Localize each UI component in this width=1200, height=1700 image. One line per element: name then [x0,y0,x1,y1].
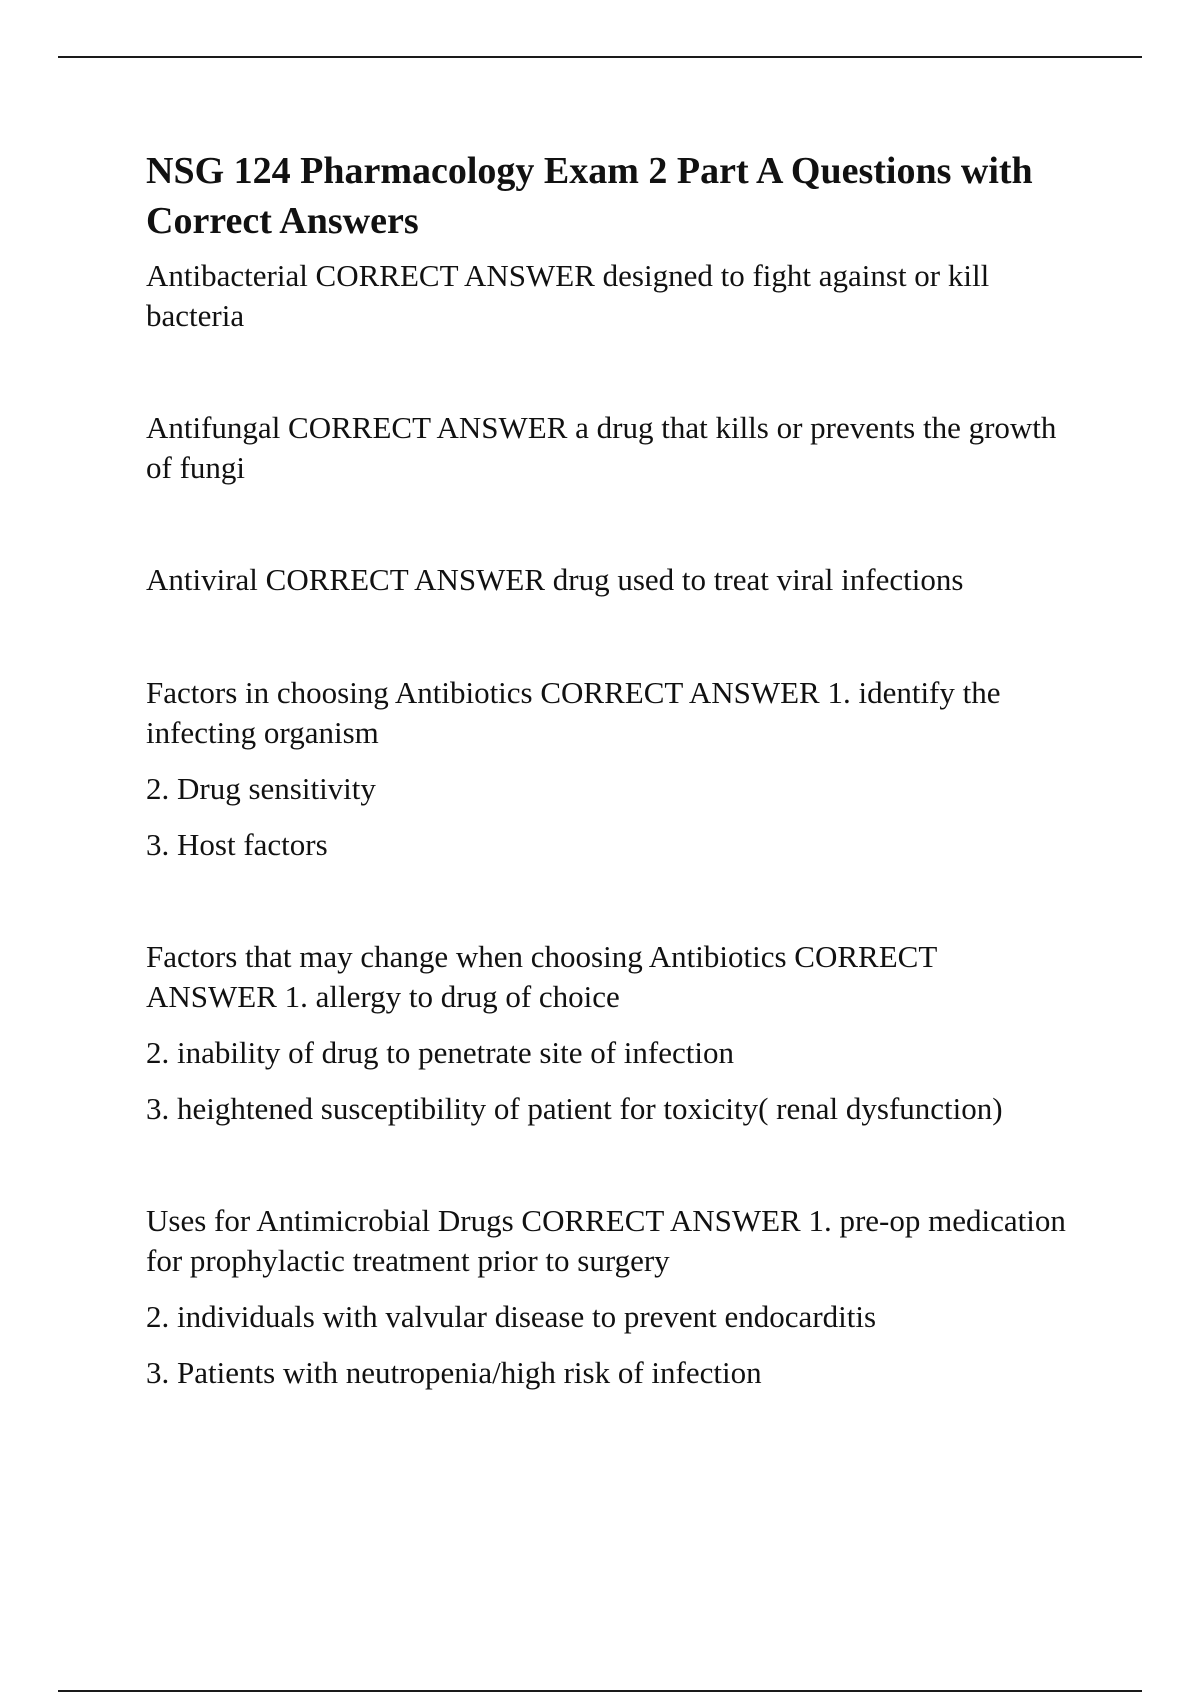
qa-line: Antiviral CORRECT ANSWER drug used to treat viral infections [146,562,964,597]
qa-line: Antibacterial CORRECT ANSWER designed to fight against or kill bacteria [146,258,990,333]
qa-line: 2. individuals with valvular disease to prevent endocarditis [146,1299,877,1334]
qa-entry-antimicrobial-uses [146,1201,1066,1393]
qa-entry-changing-factors [146,937,1066,1129]
qa-line: 3. heightened susceptibility of patient for toxicity( renal dysfunction) [146,1091,1003,1126]
header-rule [58,56,1142,58]
qa-entry-antiviral [146,560,1066,600]
qa-line: Factors that may change when choosing Antibiotics CORRECT ANSWER 1. allergy to drug of choice [146,939,937,1014]
qa-line: 3. Patients with neutropenia/high risk of infection [146,1355,762,1390]
qa-line: Factors in choosing Antibiotics CORRECT ANSWER 1. identify the infecting organism [146,675,1001,750]
qa-entry-antibacterial [146,256,1066,336]
footer-rule [58,1690,1142,1692]
qa-line: 2. inability of drug to penetrate site of infection [146,1035,734,1070]
document-body [146,146,1066,1393]
qa-line: Antifungal CORRECT ANSWER a drug that kills or prevents the growth of fungi [146,410,1057,485]
qa-entry-antifungal [146,408,1066,488]
qa-entry-choosing-antibiotics [146,673,1066,865]
qa-line: 2. Drug sensitivity [146,771,376,806]
qa-line: 3. Host factors [146,827,328,862]
qa-line: Uses for Antimicrobial Drugs CORRECT ANSWER 1. pre-op medication for prophylactic treatment prior to surgery [146,1203,1066,1278]
document-title: NSG 124 Pharmacology Exam 2 Part A Questions with Correct Answers [146,150,1033,242]
